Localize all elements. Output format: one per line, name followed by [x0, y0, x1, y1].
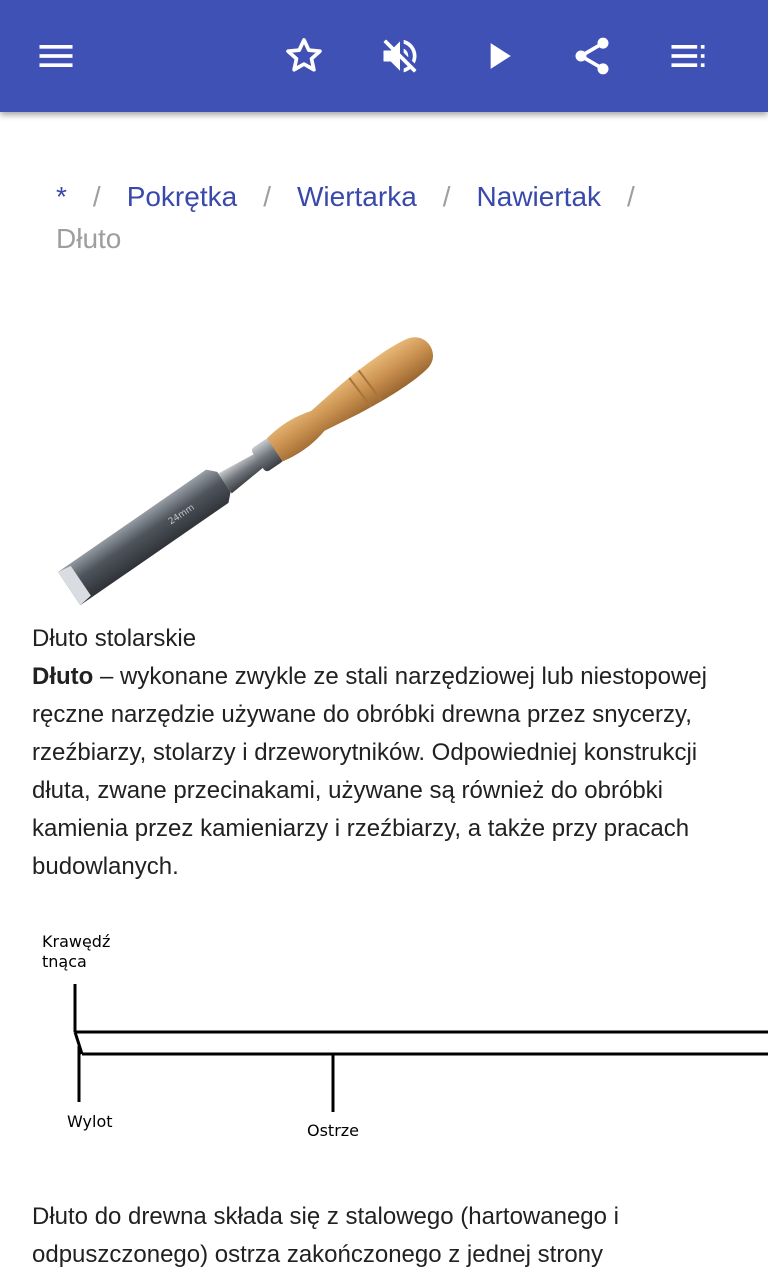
play-icon: [476, 34, 520, 78]
star-outline-icon: [282, 34, 326, 78]
breadcrumb-link-home[interactable]: *: [56, 181, 67, 212]
label-bevel: Wylot: [67, 1112, 113, 1131]
breadcrumb-current: Dłuto: [56, 223, 122, 254]
playlist-icon: [666, 34, 710, 78]
article-term: Dłuto: [32, 663, 94, 690]
breadcrumb-separator: /: [92, 181, 101, 212]
breadcrumb-link-nawiertak[interactable]: Nawiertak: [476, 181, 602, 212]
diagram-lines: [0, 920, 768, 1160]
label-blade: Ostrze: [307, 1121, 360, 1140]
intro-text: – wykonane zwykle ze stali narzędziowej lub niestopowej ręczne narzędzie używane do obróbki drewna przez snycerzy, rzeźbiarzy, stolarzy i drzeworytników. Odpowiedniej konstrukcji dłuta, zwane przecinakami, używane są również do obróbki kamienia przez kamieniarzy i rzeźbiarzy, a także przy pracach budowlanych.: [32, 663, 707, 880]
body-paragraph: Dłuto do drewna składa się z stalowego (hartowanego i odpuszczonego) ostrza zakończonego z jednej strony: [32, 1203, 620, 1268]
menu-button[interactable]: [28, 28, 84, 84]
chisel-image: [32, 310, 472, 610]
favorite-button[interactable]: [276, 28, 332, 84]
share-icon: [570, 34, 614, 78]
blade-engraving: 24mm: [166, 502, 197, 528]
breadcrumb-separator: /: [263, 181, 271, 212]
volume-off-icon: [378, 34, 422, 78]
breadcrumb: [56, 176, 736, 260]
mute-button[interactable]: [372, 28, 428, 84]
label-cutting-edge-line1: Krawędź: [42, 932, 111, 951]
play-button[interactable]: [470, 28, 526, 84]
menu-icon: [34, 34, 78, 78]
contents-button[interactable]: [660, 28, 716, 84]
app-toolbar: [0, 0, 768, 112]
breadcrumb-separator: /: [442, 181, 451, 212]
label-cutting-edge-line2: tnąca: [42, 952, 87, 971]
breadcrumb-link-pokretka[interactable]: Pokrętka: [126, 181, 238, 212]
label-cutting-edge: [42, 932, 110, 972]
image-caption: Dłuto stolarskie: [32, 625, 197, 652]
share-button[interactable]: [564, 28, 620, 84]
breadcrumb-link-wiertarka[interactable]: Wiertarka: [296, 181, 417, 212]
chisel-edge-diagram: [0, 920, 768, 1160]
breadcrumb-separator: /: [627, 181, 635, 212]
intro-paragraph: [32, 658, 742, 886]
